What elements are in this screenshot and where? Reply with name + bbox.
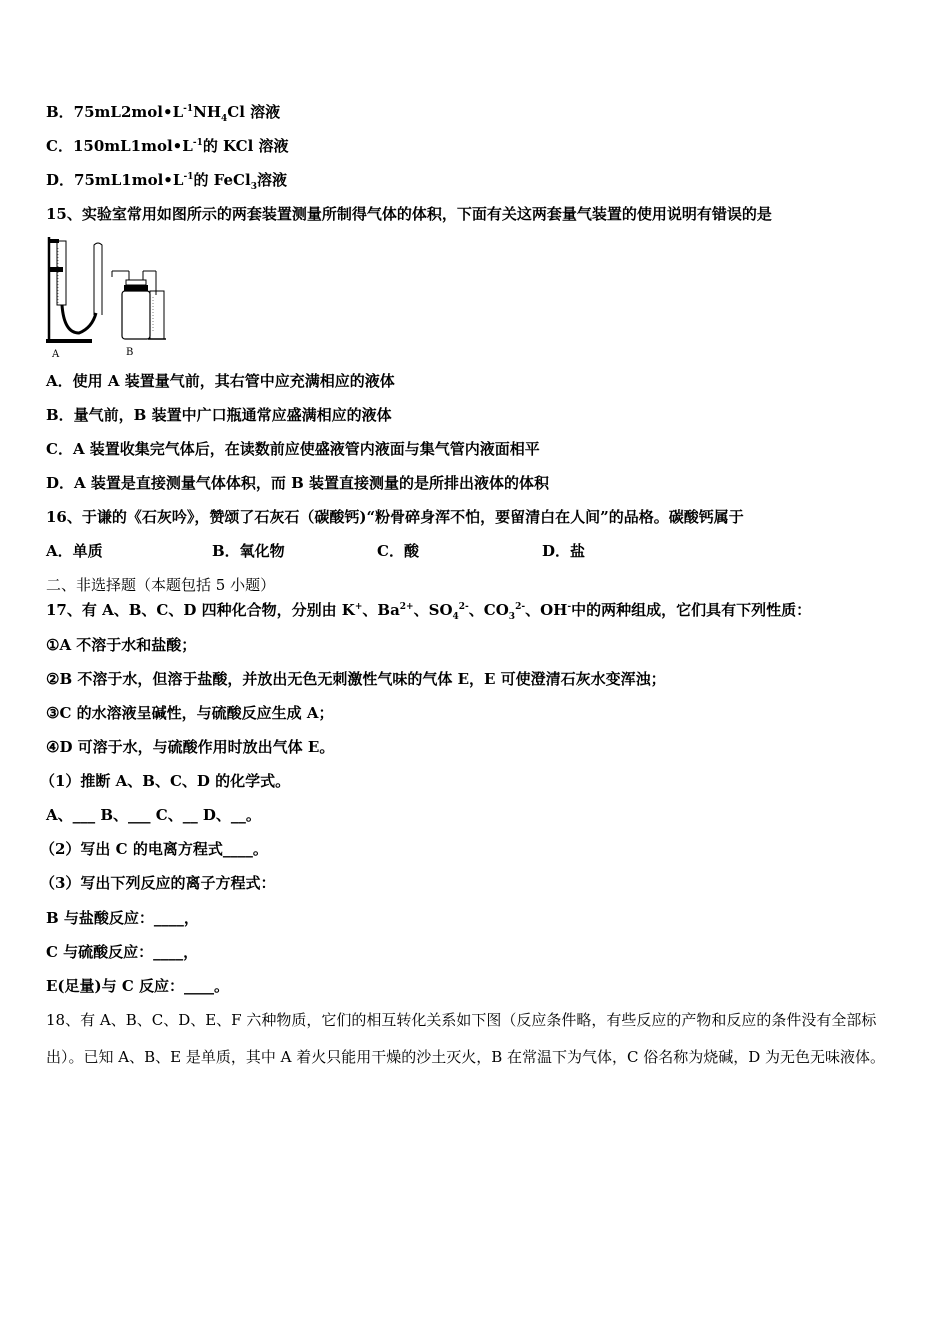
q17-property-4: ④D 可溶于水，与硫酸作用时放出气体 E。 (46, 738, 335, 756)
q17-reaction-c-h2so4: C 与硫酸反应：____， (46, 943, 199, 961)
q16-option-a: A．单质 (46, 542, 103, 560)
q17-subquestion-3: （3）写出下列反应的离子方程式： (40, 874, 276, 892)
q14-option-d: D．$75mL1mol•L^{-1}$的 FeCl$_3$溶液 (46, 171, 287, 192)
q15-option-d: D．A 装置是直接测量气体体积，而 B 装置直接测量的是所排出液体的体积 (46, 474, 549, 492)
q17-subquestion-1: （1）推断 A、B、C、D 的化学式。 (40, 772, 291, 790)
q17-property-3: ③C 的水溶液呈碱性，与硫酸反应生成 A； (46, 704, 334, 722)
q15-option-b: B．量气前，B 装置中广口瓶通常应盛满相应的液体 (46, 406, 392, 424)
figure-label-b: B (126, 347, 134, 358)
q16-stem: 16、于谦的《石灰吟》，赞颂了石灰石（碳酸钙)“粉骨碎身浑不怕，要留清白在人间”的品格。碳酸钙属于 (46, 508, 744, 526)
q17-property-1: ①A 不溶于水和盐酸； (46, 636, 197, 654)
q15-option-c: C．A 装置收集完气体后，在读数前应使盛液管内液面与集气管内液面相平 (46, 440, 540, 458)
q16-option-d: D．盐 (542, 542, 586, 560)
q14-option-b: B．$75mL2mol•L^{-1}NH_4Cl$ 溶液 (46, 103, 281, 124)
q15-stem: 15、实验室常用如图所示的两套装置测量所制得气体的体积，下面有关这两套量气装置的使用说明有错误的是 (46, 205, 772, 223)
section-heading: 二、非选择题（本题包括 5 小题） (46, 576, 276, 594)
q17-subquestion-1-blanks: A、___ B、___ C、__ D、__。 (46, 806, 261, 824)
figure-label-a: A (52, 349, 60, 360)
gas-measurement-apparatus-figure (44, 233, 184, 361)
q16-option-b: B．氧化物 (212, 542, 285, 560)
q17-property-2: ②B 不溶于水，但溶于盐酸，并放出无色无刺激性气味的气体 E，E 可使澄清石灰水变浑浊； (46, 670, 666, 688)
q16-option-c: C．酸 (377, 542, 419, 560)
q15-option-a: A．使用 A 装置量气前，其右管中应充满相应的液体 (46, 372, 395, 390)
q17-stem: 17、有 A、B、C、D 四种化合物，分别由 K+、$Ba^{2+}$、$SO_4^{2-}$、$CO_3^{2-}$、OH-中的两种组成，它们具有下列性质： (46, 601, 812, 622)
q17-subquestion-2: （2）写出 C 的电离方程式____。 (40, 840, 268, 858)
q14-option-c: C．$150mL1mol•L^{-1}$的 KCl 溶液 (46, 137, 289, 155)
q18-text: 18、有 A、B、C、D、E、F 六种物质，它们的相互转化关系如下图（反应条件略，有些反应的产物和反应的条件没有全部标出）。已知 A、B、E 是单质，其中 A 着火只能用干燥的沙土灭火，B 在常温下为气体，C 俗名称为烧碱，D 为无色无味液体。 (46, 1011, 886, 1066)
q17-reaction-b-hcl: B 与盐酸反应：____， (46, 909, 199, 927)
q17-reaction-e-c: E(足量)与 C 反应：____。 (46, 977, 230, 995)
